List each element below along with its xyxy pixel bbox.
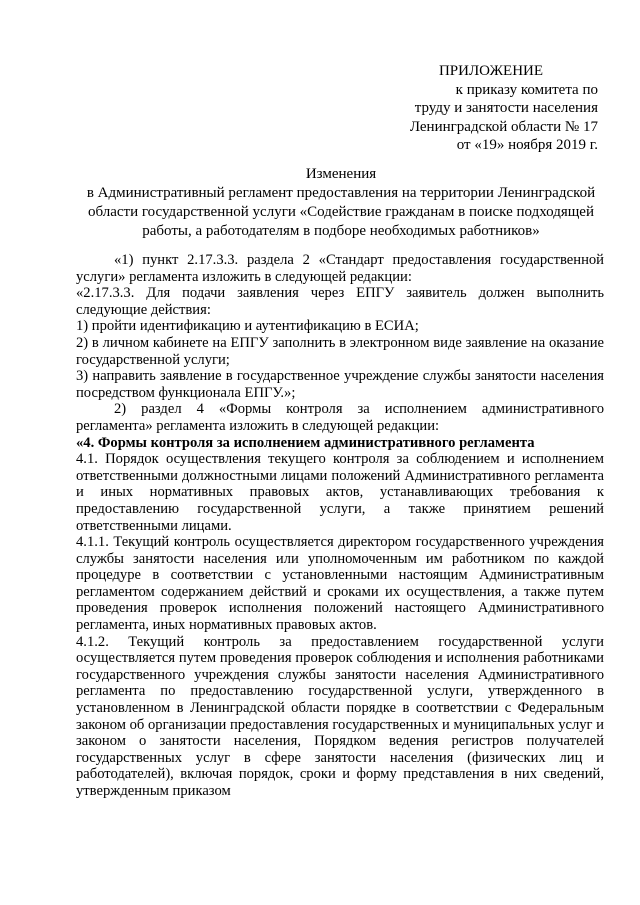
paragraph: «2.17.3.3. Для подачи заявления через ЕПГУ заявитель должен выполнить следующие действия: <box>76 285 604 318</box>
title-heading: Изменения <box>305 166 377 182</box>
approval-line: труду и занятости населения <box>414 100 598 116</box>
paragraph: 3) направить заявление в государственное учреждение службы занятости населения посредством функционала ЕПГУ.»; <box>76 368 604 401</box>
document-body <box>76 252 604 800</box>
title-text: в Административный регламент предоставления на территории Ленинградской области государственной услуги «Содействие гражданам в поиске подходящей работы, а работодателям в подборе необходимых работников» <box>86 185 596 239</box>
approval-date: от «19» ноября 2019 г. <box>456 137 598 153</box>
paragraph: 2) раздел 4 «Формы контроля за исполнением административного регламента» регламента изложить в следующей редакции: <box>76 401 604 434</box>
approval-title: ПРИЛОЖЕНИЕ <box>438 63 544 79</box>
approval-line: Ленинградской области № 17 <box>409 118 598 135</box>
paragraph: 2) в личном кабинете на ЕПГУ заполнить в электронном виде заявление на оказание государственной услуги; <box>76 334 604 368</box>
approval-stamp <box>384 62 598 155</box>
paragraph: 1) пройти идентификацию и аутентификацию в ЕСИА; <box>76 318 419 335</box>
paragraph: «1) пункт 2.17.3.3. раздела 2 «Стандарт предоставления государственной услуги» регламента изложить в следующей редакции: <box>76 252 604 285</box>
document-title <box>76 165 606 241</box>
paragraph: 4.1.1. Текущий контроль осуществляется директором государственного учреждения службы занятости населения или уполномоченным им работником по каждой процедуре в соответствии с установленными настоящим Административным регламентом содержанием действий и сроками их осуществления, а также путем проведения проверок исполнения положений настоящего Административного регламента, иных нормативных правовых актов. <box>76 534 604 634</box>
paragraph: 4.1.2. Текущий контроль за предоставлением государственной услуги осуществляется путем проведения проверок соблюдения и исполнения работниками государственного учреждения службы занятости населения Административного регламента по предоставлению государственной услуги, утвержденного в установленном в Ленинградской области порядке в соответствии с Федеральным законом об организации предоставления государственных и муниципальных услуг и законом о занятости населения, Порядком ведения регистров получателей государственных услуг в сфере занятости населения (физических лиц и работодателей), включая порядок, сроки и форму представления в них сведений, утвержденным приказом <box>76 633 604 799</box>
section-heading: «4. Формы контроля за исполнением административного регламента <box>76 434 535 451</box>
approval-line: к приказу комитета по <box>455 81 598 98</box>
paragraph: 4.1. Порядок осуществления текущего контроля за соблюдением и исполнением ответственными должностными лицами положений Административного регламента и иных нормативных правовых актов, устанавливающих требования к предоставлению государственной услуги, а также принятием решений ответственными лицами. <box>76 451 604 534</box>
